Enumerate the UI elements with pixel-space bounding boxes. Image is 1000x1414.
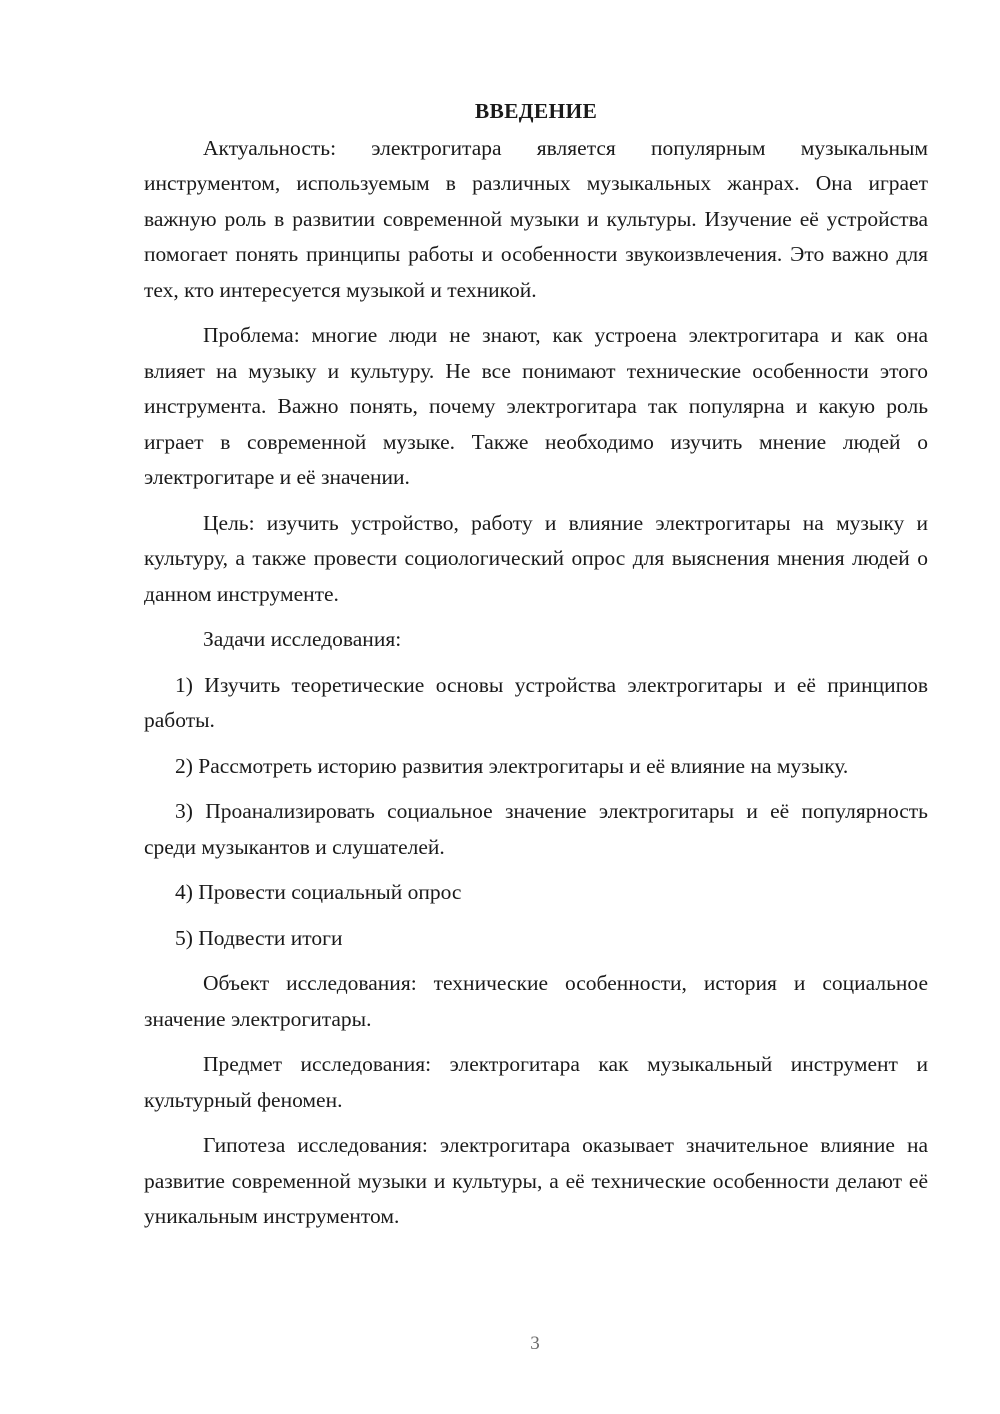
task-item: 4) Провести социальный опрос [175,880,462,904]
page-number: 3 [530,1333,540,1354]
task-item: 5) Подвести итоги [175,925,343,950]
tasks-title: Задачи исследования: [203,627,402,651]
relevance-paragraph: Актуальность: электрогитара является популярным музыкальным инструментом, используемым в различных музыкальных жанрах. Она играет важную роль в развитии современной музыки и культуры. Изучение её устройства помогает понять принципы работы и особенности звукоизвлечения. Это важно для тех, кто интересуется музыкой и техникой. [144,135,928,302]
problem-paragraph: Проблема: многие люди не знают, как устроена электрогитара и как она влияет на музыку и культуру. Не все понимают технические особенности этого инструмента. Важно понять, почему электрогитара так популярна и какую роль играет в современной музыке. Также необходимо изучить мнение людей о электрогитаре и её значении. [144,323,928,489]
subject-paragraph: Предмет исследования: электрогитара как музыкальный инструмент и культурный феномен. [144,1052,928,1112]
task-item: 2) Рассмотреть историю развития электрогитары и её влияние на музыку. [175,753,849,778]
task-item: 1) Изучить теоретические основы устройства электрогитары и её принципов работы. [144,672,928,732]
goal-paragraph: Цель: изучить устройство, работу и влияние электрогитары на музыку и культуру, а также провести социологический опрос для выяснения мнения людей о данном инструменте. [144,510,928,606]
hypothesis-paragraph: Гипотеза исследования: электрогитара оказывает значительное влияние на развитие современной музыки и культуры, а её технические особенности делают её уникальным инструментом. [144,1133,928,1228]
section-heading: ВВЕДЕНИЕ [474,99,598,123]
task-item: 3) Проанализировать социальное значение электрогитары и её популярность среди музыкантов и слушателей. [144,799,928,859]
object-paragraph: Объект исследования: технические особенности, история и социальное значение электрогитары. [144,971,928,1031]
page-content [144,94,928,1245]
